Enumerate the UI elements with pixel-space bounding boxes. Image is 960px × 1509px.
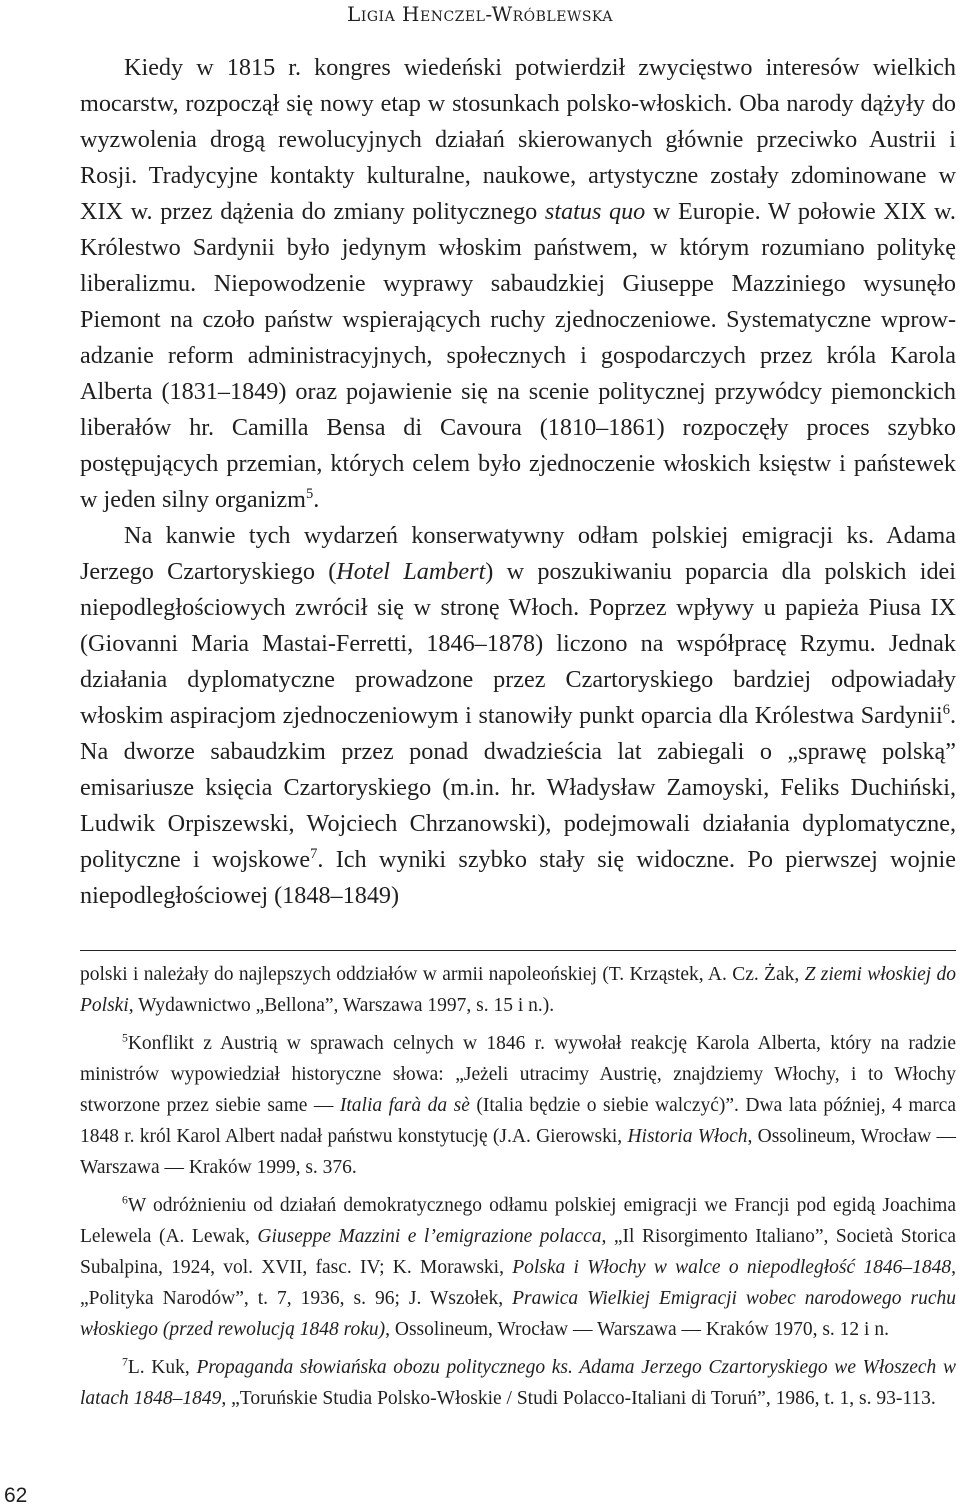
main-text [80,50,956,914]
italic-quote: Italia farà da sè [339,1095,470,1116]
text-run: , Ossolineum, Wrocław — Warszawa — Kraków 1970, s. 12 i n. [385,1319,889,1340]
footnote-number: 6 [122,1193,128,1207]
footnote-6 [80,1190,956,1345]
footnote-continuation [80,959,956,1021]
text-run: , Wydawnictwo „Bellona”, Warszawa 1997, s. 15 i n.). [128,995,555,1016]
text-run: , „Polityka Narodów”, t. 7, 1936, s. 96; J. Wszołek, [80,1257,956,1309]
footnote-number: 7 [122,1355,128,1369]
text-run: polski i należały do najlepszych oddziałów w armii napoleońskiej (T. Krząstek, A. Cz. Żak, [80,964,805,985]
text-run: , „Toruńskie Studia Polsko-Włoskie / Studi Polacco-Italiani di Toruń”, 1986, t. 1, s. 93-113. [221,1388,936,1409]
running-header [0,2,960,26]
text-run: Konflikt z Austrią w sprawach celnych w 1846 r. wywołał reakcję Karola Alberta, który na radzie ministrów wypowiedział historyczne słowa: „Jeżeli utracimy Austrię, znajdziemy Włochy, i to Włochy stworzone przez siebie same — [80,1033,956,1116]
footnote-ref-7: 7 [310,845,318,862]
text-run: w Europie. W połowie XIX w. Królestwo Sardynii było jedynym włoskim państwem, w którym rozumiano politykę liberalizmu. Niepowodzenie wyprawy sabaudzkiej Giuseppe Mazziniego wysunęło Piemont na czoło państw wspierających ruchy zjednoczeniowe. Systematyczne wprowadzanie reform administracyjnych, społecznych i gospodarczych przez króla Karola Alberta (1831–1849) oraz pojawienie się na scenie politycznej przywódcy piemonckich liberałów hr. Camilla Bensa di Cavoura (1810–1861) rozpoczęły proces szybko postępujących przemian, których celem było zjednoczenie włoskich księstw i państewek w jeden silny organizm [80,198,956,513]
page-number: 62 [4,1484,28,1507]
paragraph-1 [80,50,956,518]
text-run: . [313,486,320,513]
italic-title: Polska i Włochy w walce o niepodległość 1846–1848 [512,1257,952,1278]
text-run: . Na dworze sabaudzkim przez ponad dwadzieścia lat zabiegali o „sprawę polską” emisariusze księcia Czartoryskiego (m.in. hr. Władysław Zamoyski, Feliks Duchiński, Ludwik Orpiszewski, Wojciech Chrzanowski), podejmowali działania dyplomatyczne, polityczne i wojskowe [80,702,956,873]
italic-term: Hotel Lambert [336,558,486,585]
italic-term: status quo [544,198,646,225]
text-run: Kiedy w 1815 r. kongres wiedeński potwierdził zwycięstwo interesów wielkich mocarstw, rozpoczął się nowy etap w stosunkach polsko-włoskich. Oba narody dążyły do wyzwolenia drogą rewolucyjnych działań skierowanych głównie przeciwko Austrii i Rosji. Tradycyjne kontakty kulturalne, naukowe, artystyczne zostały zdominowane w XIX w. przez dążenia do zmiany politycznego [80,54,956,225]
text-run: , Ossolineum, Wrocław — Warszawa — Kraków 1999, s. 376. [80,1126,956,1178]
footnote-5 [80,1028,956,1183]
text-run: (Italia będzie o siebie walczyć)”. Dwa lata później, 4 marca 1848 r. król Karol Albert nadał państwu konstytucję (J.A. Gierowski, [80,1095,956,1147]
footnote-ref-5: 5 [305,485,314,502]
footnote-number: 5 [122,1031,128,1045]
text-run: Na kanwie tych wydarzeń konserwatywny odłam polskiej emigracji ks. Adama Jerzego Czartoryskiego ( [80,522,956,585]
text-run: W odróżnieniu od działań demokratycznego odłamu polskiej emigracji we Francji pod egidą Joachima Lelewela (A. Lewak, [80,1195,956,1247]
italic-title: Historia Włoch [627,1126,748,1147]
footnote-separator [80,950,956,951]
text-run: L. Kuk, [127,1357,197,1378]
footnote-7 [80,1352,956,1414]
text-run: . Ich wyniki szybko stały się widoczne. Po pierwszej wojnie niepodległościowej (1848–1849) [80,846,957,909]
footnote-ref-6: 6 [942,701,950,718]
running-title: Ligia Henczel-Wróblewska [347,2,613,26]
italic-title: Giuseppe Mazzini e l’emigrazione polacca [257,1226,602,1247]
italic-title: Z ziemi włoskiej do Polski [80,964,956,1016]
italic-title: Prawica Wielkiej Emigracji wobec narodowego ruchu włoskiego (przed rewolucją 1848 roku) [80,1288,956,1340]
text-run: ) w poszukiwaniu poparcia dla polskich idei niepodległościowych zwrócił się w stronę Włoch. Poprzez wpływy u papieża Piusa IX (Giovanni Maria Mastai-Ferretti, 1846–1878) liczono na współpracę Rzymu. Jednak działania dyplomatyczne prowadzone przez Czartoryskiego bardziej odpowiadały włoskim aspiracjom zjednoczeniowym i stanowiły punkt oparcia dla Królestwa Sardynii [80,558,956,729]
text-run: , „Il Risorgimento Italiano”, Società Storica Subalpina, 1924, vol. XVII, fasc. IV; K. Morawski, [80,1226,956,1278]
italic-title: Propaganda słowiańska obozu politycznego ks. Adama Jerzego Czartoryskiego we Włoszech w latach 1848–1849 [80,1357,956,1409]
footnotes [80,955,956,1414]
paragraph-2 [80,518,956,914]
